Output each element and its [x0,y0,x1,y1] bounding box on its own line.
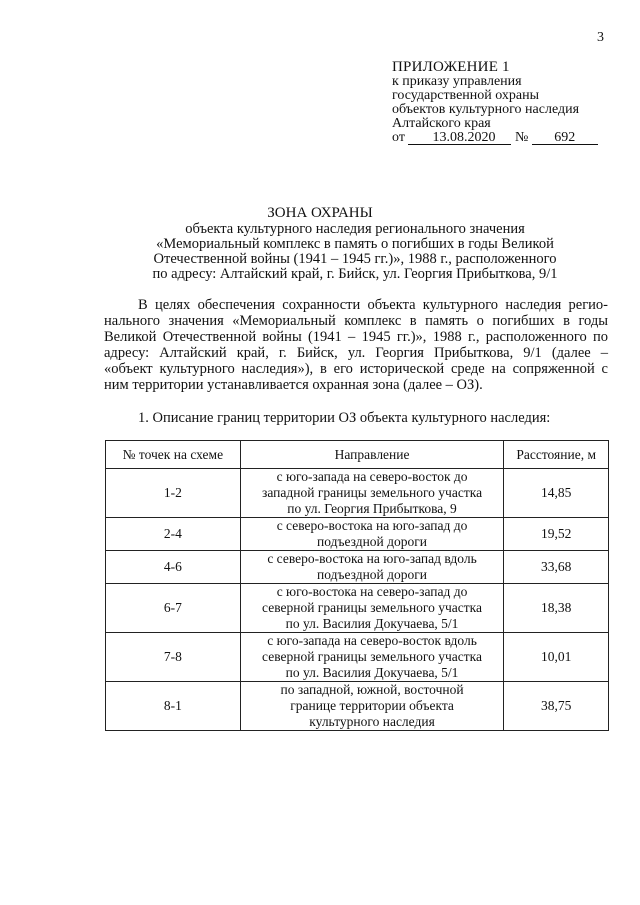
direction-line: с северо-востока на юго-запад до [276,518,468,533]
cell-points: 2-4 [106,518,241,551]
order-date: 13.08.2020 [408,131,511,145]
cell-direction [240,518,504,551]
cell-direction [240,682,504,731]
table-row [106,518,609,551]
direction-line: по ул. Георгия Прибыткова, 9 [287,501,457,516]
zone-subtitle-line: по адресу: Алтайский край, г. Бийск, ул. Георгия Прибыткова, 9/1 [152,266,558,282]
cell-distance: 14,85 [504,469,609,518]
appendix-date-line [392,131,598,145]
table-row [106,633,609,682]
cell-distance: 19,52 [504,518,609,551]
paragraph-line: нального значения «Мемориальный комплекс в память о погибших в годы [104,313,608,329]
cell-direction [240,584,504,633]
direction-line: по ул. Василия Докучаева, 5/1 [285,616,459,631]
appendix-title: ПРИЛОЖЕНИЕ 1 [392,59,510,75]
zone-subtitle-line: Отечественной войны (1941 – 1945 гг.)», 1988 г., расположенного [153,251,557,267]
cell-distance: 33,68 [504,551,609,584]
cell-direction [240,633,504,682]
direction-line: границе территории объекта [290,698,454,713]
table-header-row [106,441,609,469]
cell-direction [240,469,504,518]
header-direction: Направление [240,441,504,469]
direction-line: по ул. Василия Докучаева, 5/1 [285,665,459,680]
section-heading: 1. Описание границ территории ОЗ объекта культурного наследия: [138,410,551,426]
appendix-line: Алтайского края [392,116,491,131]
cell-points: 8-1 [106,682,241,731]
direction-line: подъездной дороги [317,567,428,582]
paragraph-line: Великой Отечественной войны (1941 – 1945 гг.)», 1988 г., расположенного по [104,329,608,345]
direction-line: подъездной дороги [317,534,428,549]
direction-line: северной границы земельного участка [262,649,483,664]
zone-title: ЗОНА ОХРАНЫ [267,205,373,221]
direction-line: с юго-запада на северо-восток до [276,469,468,484]
paragraph-line: «объект культурного наследия»), в его исторической среде на сопряженной с [104,361,608,377]
direction-line: западной границы земельного участка [262,485,483,500]
intro-paragraph [104,297,608,393]
header-points: № точек на схеме [106,441,241,469]
zone-subtitle-line: объекта культурного наследия регионального значения [185,221,525,237]
cell-distance: 18,38 [504,584,609,633]
direction-line: с юго-востока на северо-запад до [276,584,468,599]
table-row [106,682,609,731]
appendix-line: объектов культурного наследия [392,102,580,117]
direction-line: северной границы земельного участка [262,600,483,615]
appendix-line: к приказу управления [392,74,522,89]
date-prefix: от [392,130,405,145]
page-number: 3 [597,30,604,45]
direction-line: культурного наследия [309,714,435,729]
cell-points: 6-7 [106,584,241,633]
boundaries-table [105,440,609,731]
paragraph-line: адресу: Алтайский край, г. Бийск, ул. Георгия Прибыткова, 9/1 (далее – [104,345,608,361]
direction-line: с юго-запада на северо-восток вдоль [267,633,477,648]
cell-direction [240,551,504,584]
cell-distance: 38,75 [504,682,609,731]
cell-points: 7-8 [106,633,241,682]
zone-subtitle-line: «Мемориальный комплекс в память о погибших в годы Великой [156,236,554,252]
cell-points: 1-2 [106,469,241,518]
table-row [106,551,609,584]
appendix-block [392,60,598,145]
number-prefix: № [514,130,529,145]
table-row [106,469,609,518]
appendix-line: государственной охраны [392,88,540,103]
table-row [106,584,609,633]
paragraph-line: ним территории устанавливается охранная зона (далее – ОЗ). [104,377,483,393]
cell-distance: 10,01 [504,633,609,682]
direction-line: с северо-востока на юго-запад вдоль [267,551,477,566]
direction-line: по западной, южной, восточной [280,682,464,697]
paragraph-line: В целях обеспечения сохранности объекта культурного наследия регио- [138,297,608,313]
header-distance: Расстояние, м [504,441,609,469]
cell-points: 4-6 [106,551,241,584]
order-number: 692 [532,131,598,145]
